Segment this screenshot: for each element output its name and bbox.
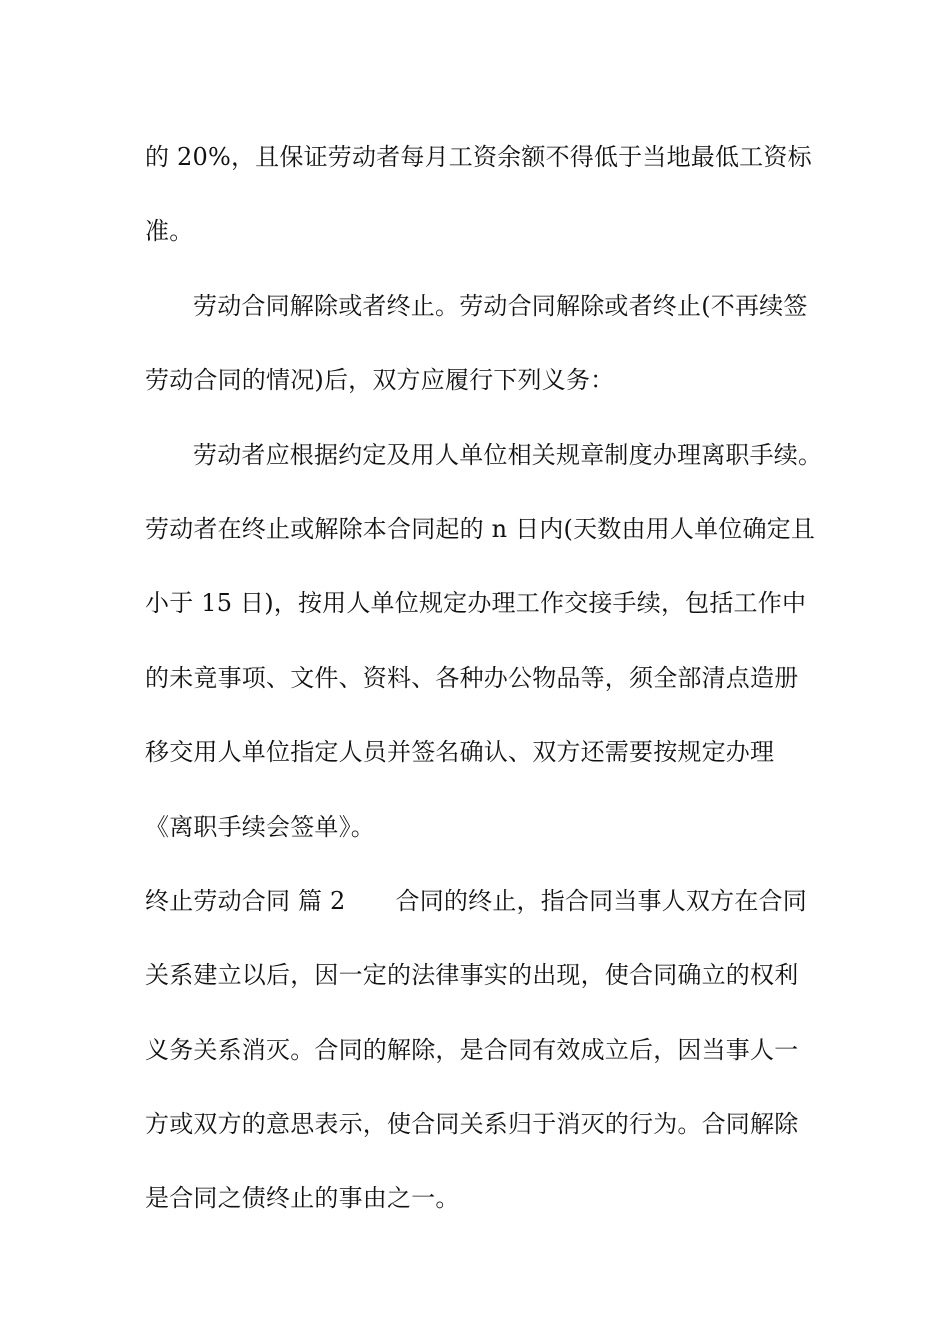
section-heading: 终止劳动合同 篇 2 — [145, 886, 346, 915]
text-line: 移交用人单位指定人员并签名确认、双方还需要按规定办理 — [145, 738, 775, 767]
section-lead-text: 合同的终止，指合同当事人双方在合同 — [395, 886, 807, 915]
text-line: 《离职手续会签单》。 — [145, 812, 375, 841]
document-body — [145, 120, 823, 1236]
text-line: 的 20%，且保证劳动者每月工资余额不得低于当地最低工资标 — [145, 143, 812, 171]
section-line — [145, 864, 815, 938]
text-line: 劳动者在终止或解除本合同起的 n 日内(天数由用人单位确定且 — [145, 514, 816, 543]
text-line: 劳动合同的情况)后，双方应履行下列义务： — [145, 366, 615, 395]
paragraph-line: 劳动者应根据约定及用人单位相关规章制度办理离职手续。 — [193, 440, 823, 469]
paragraph-line: 劳动合同解除或者终止。劳动合同解除或者终止(不再续签 — [193, 291, 808, 320]
text-line: 的未竟事项、文件、资料、各种办公物品等，须全部清点造册 — [145, 663, 799, 692]
text-line: 准。 — [145, 217, 194, 246]
text-line: 方或双方的意思表示，使合同关系归于消灭的行为。合同解除 — [145, 1110, 799, 1139]
text-line: 义务关系消灭。合同的解除，是合同有效成立后，因当事人一 — [145, 1035, 799, 1064]
text-line: 小于 15 日)，按用人单位规定办理工作交接手续，包括工作中 — [145, 589, 807, 618]
text-line: 是合同之债终止的事由之一。 — [145, 1184, 460, 1213]
text-line: 关系建立以后，因一定的法律事实的出现，使合同确立的权利 — [145, 961, 799, 990]
